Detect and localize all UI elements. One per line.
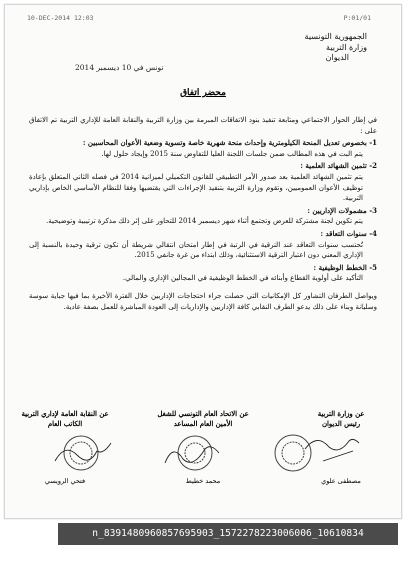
signatory-org: عن الاتحاد العام التونسي للشغل — [157, 410, 249, 418]
ministry-line-office: الديوان — [325, 53, 349, 62]
image-caption-bar: n_8391480960857695903_1572278223006006_10610834 — [58, 523, 398, 545]
fax-header-left: 10-DEC-2014 12:03 — [27, 14, 94, 22]
signatory-role: الكاتب العام — [47, 420, 83, 428]
section-text: يتم تكوين لجنة مشتركة للعرض وتجتمع أثناء شهر ديسمبر 2014 للتحاور على إثر ذلك مذكرة ترتيبية وتوضيحية. — [46, 217, 363, 226]
ministry-line-ministry: وزارة التربية — [326, 42, 367, 52]
section-heading: 5- الخطط الوظيفية : — [313, 262, 377, 272]
ministry-line-republic: الجمهورية التونسية — [304, 32, 367, 41]
ministry-header — [247, 32, 367, 64]
signatory-org: عن وزارة التربية — [317, 410, 365, 418]
signatory-union — [19, 409, 111, 429]
signatory-role: الأمين العام المساعد — [173, 420, 233, 428]
signatory-ministry — [295, 409, 387, 429]
section-heading: 3- مشمولات الإداريين : — [307, 205, 377, 215]
signatories-block — [19, 409, 387, 429]
document-title: محضر اتفاق — [180, 88, 226, 98]
signature-scribble-icon — [55, 439, 359, 463]
signatory-name: محمد خطيط — [185, 477, 221, 485]
section-heading: 2- تثمين الشهائد العلمية : — [300, 161, 377, 171]
document-body — [29, 115, 377, 312]
section-text: يتم تثمين الشهائد العلمية بعد صدور الأمر التطبيقي للقانون التكميلي لميزانية 2014 في فصله الثاني المتعلق بإعادة توظيف الأعوان العموميين، وتقوم وزارة التربية بتنفيذ الإجراءات التي يقتضيها وفقا للنظام الأساسي الخاص بإداريي التربية. — [29, 172, 363, 203]
stamp-seal-icon — [64, 435, 311, 471]
fax-header-right: P:01/01 — [343, 14, 371, 22]
intro-paragraph: في إطار الحوار الاجتماعي ومتابعة تنفيذ بنود الاتفاقات المبرمة بين وزارة التربية والنقابة العامة للإداري التربية تم الاتفاق على : — [29, 116, 377, 135]
signatory-name: مصطفى علوي — [321, 477, 361, 485]
section-text: تُحتسب سنوات التعاقد عند الترقية في الرتبة في إطار امتحان انتقالي شريطة أن تكون ترقية وحيدة بالنسبة إلى الإداري المعني دون اعتبار الترقية الاستثنائية، وذلك ابتداء من غرة جانفي 2015. — [29, 240, 363, 260]
closing-paragraph: ويواصل الطرفان التشاور كل الإمكانيات التي حصلت جراء احتجاجات الإداريين خلال الفترة الأخيرة بما فيها جباية سوسة وسليانة وبناء على ذلك يدعو الطرف النقابي كافة الإداريين والإداريات إلى العودة المباشرة للعمل بصفة عادية. — [29, 291, 377, 311]
section-heading: 4- سنوات التعاقد : — [320, 228, 377, 238]
stamps-and-signatures — [5, 431, 401, 479]
document-date: تونس في 10 ديسمبر 2014 — [75, 63, 164, 72]
signatory-role: رئيس الديوان — [321, 420, 361, 428]
document-page — [4, 4, 402, 519]
section-heading: 1- بخصوص تعديل المنحة الكيلومترية وإحداث منحة شهرية خاصة وتسوية وضعية الأعوان المحاسبين : — [82, 138, 377, 148]
section-text: التأكيد على أولوية القطاع وأبنائه في الخطط الوظيفية في المجالين الإداري والمالي. — [122, 274, 363, 283]
section-text: يتم البت في هذه المطالب ضمن جلسات اللجنة العليا للتفاوض سنة 2015 وإيجاد حلول لها. — [101, 149, 363, 158]
signatory-ugtt — [157, 409, 249, 429]
signatory-names — [19, 477, 387, 485]
signatory-name: فتحي الرويسي — [44, 477, 86, 485]
signatory-org: عن النقابة العامة لإداري التربية — [21, 410, 109, 418]
